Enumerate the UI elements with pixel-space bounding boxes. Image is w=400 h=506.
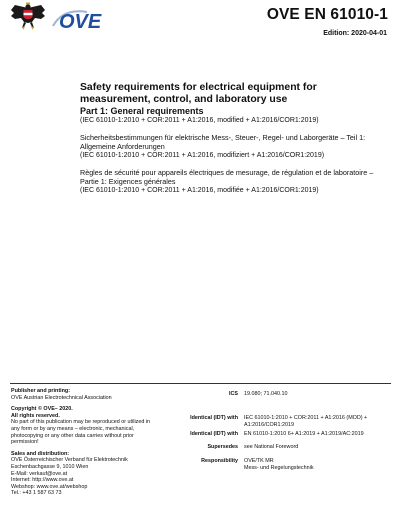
french-title: Règles de sécurité pour appareils électriques de mesurage, de régulation et de laboratoire – Partie 1: Exigences générales xyxy=(80,168,374,186)
ove-logo-text: OVE xyxy=(59,11,102,31)
rights-line: All rights reserved. xyxy=(11,412,60,419)
copyright-line: Copyright © OVE– 2020. xyxy=(11,406,73,413)
publisher-heading: Publisher and printing: xyxy=(11,388,70,394)
german-title-block xyxy=(80,133,386,160)
title-block xyxy=(80,82,386,195)
english-part-title: Part 1: General requirements xyxy=(80,106,204,116)
ove-logo xyxy=(51,7,123,31)
sales-heading: Sales and distribution: xyxy=(11,450,70,457)
responsibility-label: Responsibility xyxy=(201,458,238,464)
austrian-eagle-logo xyxy=(9,2,47,32)
edition-date: Edition: 2020-04-01 xyxy=(323,30,387,37)
sales-internet: Internet: http://www.ove.at xyxy=(11,477,74,484)
german-title: Sicherheitsbestimmungen für elektrische Mess-, Steuer-, Regel- und Laborgeräte – Teil 1: Allgemeine Anforderungen xyxy=(80,133,366,151)
publisher-info xyxy=(11,388,171,497)
notice-line: No part of this publication may be reproduced or utilized in xyxy=(11,419,151,426)
german-reference: (IEC 61010-1:2010 + COR:2011 + A1:2016, modifiziert + A1:2016/COR1:2019) xyxy=(80,152,325,159)
idt-iec-label: Identical (IDT) with xyxy=(190,415,238,421)
sales-email: E-Mail: verkauf@ove.at xyxy=(11,470,68,477)
sales-line: Eschenbachgasse 9, 1010 Wien xyxy=(11,463,89,470)
english-title: Safety requirements for electrical equipment for measurement, control, and laboratory use xyxy=(80,82,317,105)
standard-id: OVE EN 61010-1 xyxy=(266,6,388,23)
responsibility-committee: OVE/TK MR xyxy=(244,458,274,464)
notice-line: photocopying or any other data carries without prior xyxy=(11,432,134,439)
notice-line: any form or by any means – electronic, mechanical, xyxy=(11,425,135,432)
idt-iec-value: IEC 61010-1:2010 + COR:2011 + A1:2016 (MOD) + A1:2016/COR1:2019 xyxy=(244,415,368,428)
responsibility-committee-name: Mess- und Regelungstechnik xyxy=(244,464,314,471)
french-title-block xyxy=(80,168,386,195)
ics-label: ICS xyxy=(229,391,238,397)
responsibility-value xyxy=(244,458,392,471)
supersedes-label: Supersedes xyxy=(207,444,238,450)
idt-en-value: EN 61010-1:2010 6+ A1:2019 + A1:2019/AC:2019 xyxy=(244,431,364,437)
english-reference: (IEC 61010-1:2010 + COR:2011 + A1:2016, modified + A1:2016/COR1:2019) xyxy=(80,117,319,124)
french-reference: (IEC 61010-1:2010 + COR:2011 + A1:2016, modifiée + A1:2016/COR1:2019) xyxy=(80,187,319,194)
idt-en-label: Identical (IDT) with xyxy=(190,431,238,437)
publisher-name: OVE Austrian Electrotechnical Association xyxy=(11,394,112,401)
supersedes-value: see National Foreword xyxy=(244,444,299,450)
sales-webshop: Webshop: www.ove.at/webshop xyxy=(11,483,88,490)
divider-rule xyxy=(10,383,391,384)
sales-line: OVE Österreichischer Verband für Elektrotechnik xyxy=(11,457,128,464)
ics-value: 19.080; 71.040.10 xyxy=(244,391,288,397)
notice-line: permission! xyxy=(11,439,39,446)
sales-phone: Tel.: +43 1 587 63 73 xyxy=(11,490,62,497)
